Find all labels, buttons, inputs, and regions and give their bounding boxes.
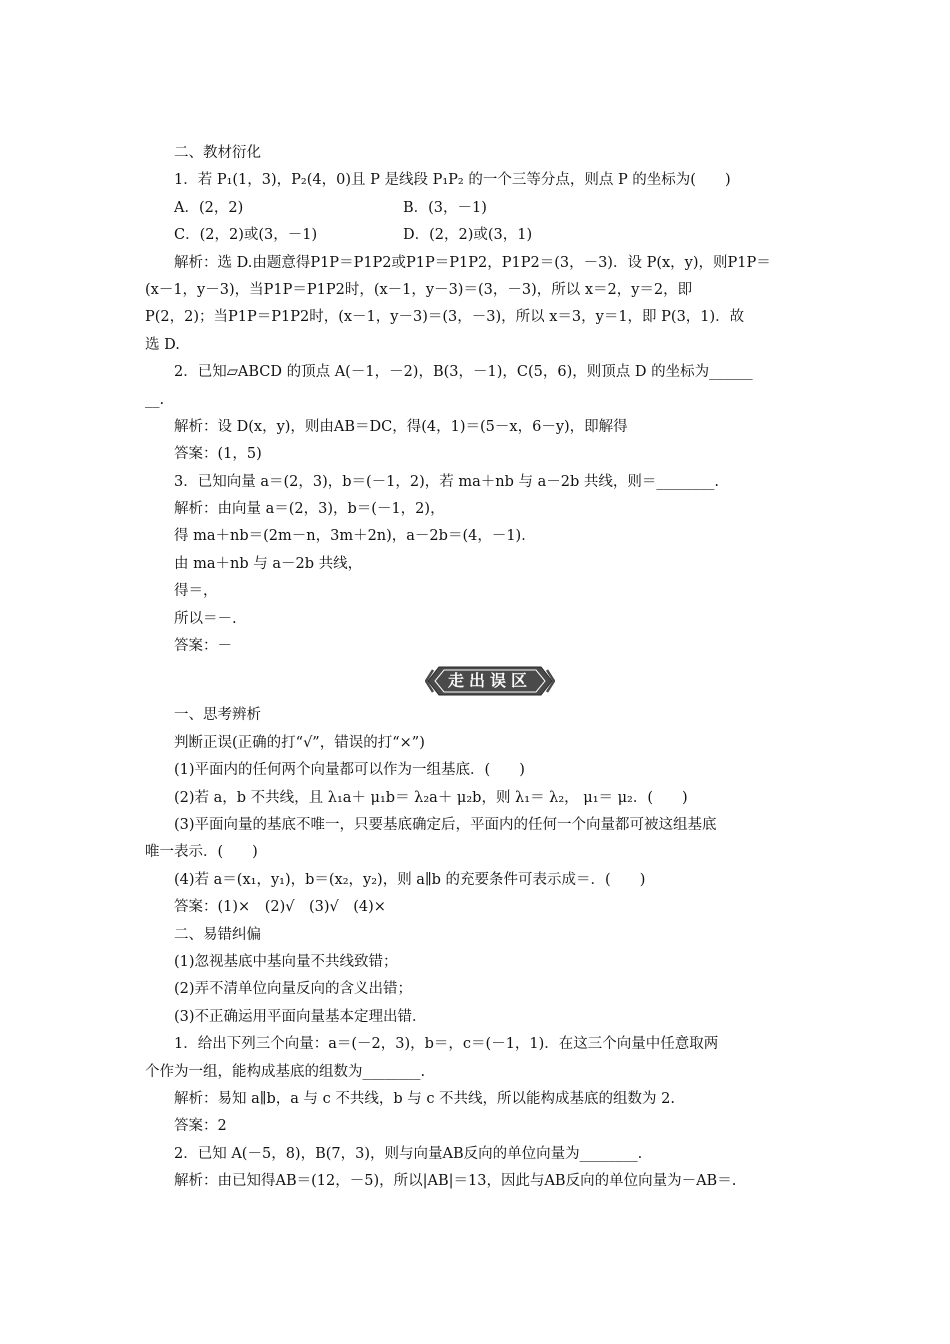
solution-3-line-4: 得＝， (174, 583, 218, 600)
question-2-line-1: 2．已知▱ABCD 的顶点 A(－1，－2)，B(3，－1)，C(5，6)，则顶点 D 的坐标为______ (174, 364, 753, 381)
judge-item-3-line-1: (3)平面向量的基底不唯一，只要基底确定后，平面内的任何一个向量都可被这组基底 (174, 816, 717, 833)
section-heading: 二、教材衍化 (174, 145, 261, 161)
judge-item-3-line-2: 唯一表示．( ) (145, 844, 258, 861)
judge-item-4: (4)若 a＝(x₁，y₁)，b＝(x₂，y₂)，则 a∥b 的充要条件可表示成＝．( ) (174, 871, 646, 888)
options-row-2 (145, 222, 810, 249)
solution-1-line-4: 选 D. (145, 336, 180, 353)
solution-3-line-3: 由 ma＋nb 与 a－2b 共线， (174, 555, 363, 572)
section-heading-3: 二、易错纠偏 (174, 926, 261, 943)
answer-2: 答案：(1，5) (174, 446, 262, 463)
section-heading-2: 一、思考辨析 (174, 707, 261, 724)
pitfall-1: (1)忽视基底中基向量不共线致错； (174, 953, 398, 970)
exercise-1-line-2: 个作为一组，能构成基底的组数为________. (145, 1063, 426, 1080)
solution-1-line-3: P(2，2)；当P1P＝P1P2时，(x－1，y－3)＝(3，－3)，所以 x＝3，y＝1，即 P(3，1)．故 (145, 309, 745, 326)
exercise-1-answer: 答案：2 (174, 1118, 227, 1135)
judge-answers: 答案：(1)× (2)√ (3)√ (4)× (174, 899, 386, 916)
option-a: A．(2，2) (174, 199, 244, 216)
solution-3-line-5: 所以＝－. (174, 610, 237, 627)
instruction: 判断正误(正确的打“√”，错误的打“×”) (174, 734, 425, 751)
section-banner (425, 664, 555, 698)
answer-3: 答案：－ (174, 638, 232, 655)
section-banner-row (145, 660, 810, 702)
question-3: 3．已知向量 a＝(2，3)，b＝(－1，2)，若 ma＋nb 与 a－2b 共线，则＝________. (174, 473, 720, 490)
option-c: C．(2，2)或(3，－1) (174, 227, 318, 244)
solution-1-line-1: 解析：选 D.由题意得P1P＝P1P2或P1P＝P1P2，P1P2＝(3，－3)．设 P(x，y)，则P1P＝ (174, 254, 771, 271)
pitfall-3: (3)不正确运用平面向量基本定理出错． (174, 1008, 427, 1025)
exercise-2-solution: 解析：由已知得AB＝(12，－5)，所以|AB|＝13，因此与AB反向的单位向量为－AB＝. (174, 1173, 737, 1190)
banner-title: 走出误区 (447, 671, 532, 691)
option-b: B．(3，－1) (403, 199, 487, 216)
solution-1-line-2: (x－1，y－3)，当P1P＝P1P2时，(x－1，y－3)＝(3，－3)，所以 x＝2，y＝2，即 (145, 281, 693, 298)
question-1: 1．若 P₁(1，3)，P₂(4，0)且 P 是线段 P₁P₂ 的一个三等分点，则点 P 的坐标为( ) (174, 172, 731, 189)
document-page (145, 140, 810, 1195)
exercise-1-line-1: 1．给出下列三个向量：a＝(－2，3)，b＝，c＝(－1，1)．在这三个向量中任意取两 (174, 1036, 719, 1053)
solution-3-line-2: 得 ma＋nb＝(2m－n，3m＋2n)，a－2b＝(4，－1)． (174, 528, 536, 545)
exercise-1-solution: 解析：易知 a∥b，a 与 c 不共线，b 与 c 不共线，所以能构成基底的组数为 2. (174, 1090, 675, 1107)
exercise-2: 2．已知 A(－5，8)，B(7，3)，则与向量AB反向的单位向量为________. (174, 1145, 643, 1162)
solution-3-line-1: 解析：由向量 a＝(2，3)，b＝(－1，2)， (174, 501, 445, 518)
options-row-1 (145, 195, 810, 222)
pitfall-2: (2)弄不清单位向量反向的含义出错； (174, 981, 413, 998)
judge-item-2: (2)若 a，b 不共线，且 λ₁a＋ μ₁b＝ λ₂a＋ μ₂b，则 λ₁＝ λ₂， μ₁＝ μ₂．( ) (174, 789, 688, 806)
option-d: D．(2，2)或(3，1) (403, 227, 533, 244)
judge-item-1: (1)平面内的任何两个向量都可以作为一组基底．( ) (174, 762, 525, 779)
question-2-line-2: __. (145, 391, 165, 408)
solution-2: 解析：设 D(x，y)，则由AB＝DC，得(4，1)＝(5－x，6－y)，即解得 (174, 418, 628, 435)
